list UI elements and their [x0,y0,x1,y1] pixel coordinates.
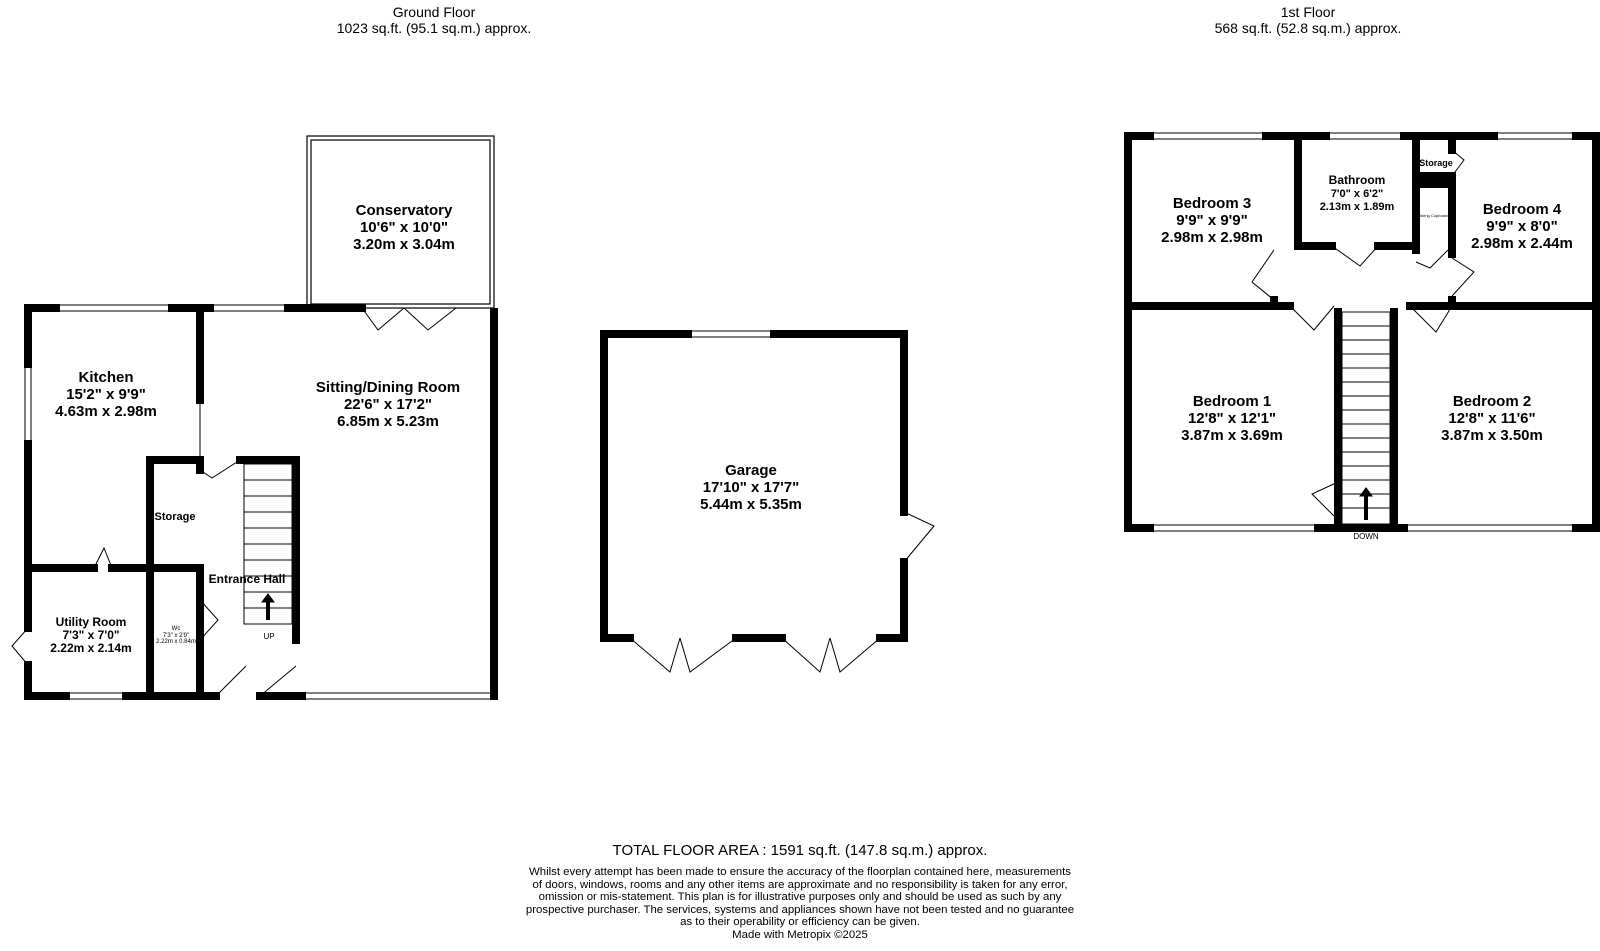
disclaimer-line: Whilst every attempt has been made to ensure the accuracy of the floorplan contained here, measurements [529,866,1071,878]
room-garage [700,462,802,513]
garage-imperial: 17'10" x 17'7" [702,479,800,496]
room-bedroom4 [1471,201,1573,252]
disclaimer [480,866,1120,942]
utility-metric: 2.22m x 2.14m [50,641,132,655]
bedroom3-imperial: 9'9" x 9'9" [1176,212,1248,229]
wc-imperial: 7'3" x 2'9" [162,633,190,639]
disclaimer-line: prospective purchaser. The services, systems and appliances shown have not been tested and no guarantee [525,903,1075,916]
metropix-credit: Made with Metropix ©2025 [732,928,868,941]
bathroom-metric: 2.13m x 1.89m [1319,201,1395,213]
bathroom-imperial: 7'0" x 6'2" [1330,188,1384,200]
utility-name: Utility Room [55,615,127,629]
garage-window [688,331,774,337]
ground-floor-area: 1023 sq.ft. (95.1 sq.m.) approx. [336,20,532,36]
first-stairs [1342,312,1390,524]
garage-metric: 5.44m x 5.35m [700,496,802,513]
room-bedroom2 [1441,393,1543,444]
sitting-dining-name: Sitting/Dining Room [315,379,461,396]
stairs-down-label: DOWN [1353,532,1379,541]
room-bedroom3 [1161,195,1263,246]
stairs-up-label: UP [263,632,275,641]
bedroom1-imperial: 12'8" x 12'1" [1187,410,1277,427]
bathroom-name: Bathroom [1328,173,1386,187]
disclaimer-line: omission or mis-statement. This plan is for illustrative purposes only and should be used as such by any [538,891,1062,904]
bedroom4-metric: 2.98m x 2.44m [1471,235,1573,252]
wc-metric: 2.22m x 0.84m [156,639,196,645]
storage-ground-name: Storage [154,511,196,523]
bedroom3-metric: 2.98m x 2.98m [1161,229,1263,246]
bedroom1-metric: 3.87m x 3.69m [1181,427,1283,444]
disclaimer-line: of doors, windows, rooms and any other items are approximate and no responsibility is taken for any error, [532,878,1068,891]
ground-stairs [244,464,292,624]
conservatory-metric: 3.20m x 3.04m [353,236,455,253]
entrance-hall-name: Entrance Hall [208,572,286,586]
conservatory-name: Conservatory [355,202,453,219]
kitchen-imperial: 15'2" x 9'9" [66,386,146,403]
bedroom2-metric: 3.87m x 3.50m [1441,427,1543,444]
kitchen-name: Kitchen [78,369,134,386]
bedroom2-imperial: 12'8" x 11'6" [1448,410,1536,427]
room-bedroom1 [1181,393,1283,444]
room-wc [156,626,196,645]
kitchen-metric: 4.63m x 2.98m [55,403,157,420]
room-utility [50,615,131,655]
disclaimer-line: as to their operability or efficiency can be given. [680,916,920,929]
total-floor-area: TOTAL FLOOR AREA : 1591 sq.ft. (147.8 sq.m.) approx. [612,842,988,859]
bedroom1-name: Bedroom 1 [1192,393,1272,410]
storage-first-name: Storage [1419,158,1453,168]
first-floor-title: 1st Floor [1280,4,1336,20]
room-bathroom [1320,173,1395,213]
bedroom2-name: Bedroom 2 [1452,393,1532,410]
bedroom3-name: Bedroom 3 [1172,195,1252,212]
bedroom4-imperial: 9'9" x 8'0" [1486,218,1558,235]
room-kitchen [55,369,157,420]
garage-doors [630,512,934,672]
bedroom4-name: Bedroom 4 [1482,201,1562,218]
ground-floor-title: Ground Floor [392,4,476,20]
conservatory-imperial: 10'6" x 10'0" [359,219,449,236]
first-floor-area: 568 sq.ft. (52.8 sq.m.) approx. [1214,20,1402,36]
garage-name: Garage [725,462,777,479]
utility-imperial: 7'3" x 7'0" [62,628,120,642]
sitting-dining-metric: 6.85m x 5.23m [337,413,439,430]
room-labels [50,158,1573,655]
room-conservatory [353,202,455,253]
sitting-dining-imperial: 22'6" x 17'2" [343,396,433,413]
room-sitting-dining [316,379,460,430]
wc-name: Wc [171,626,181,632]
airing-cupboard-name: Airing Cupboard [1419,213,1449,218]
